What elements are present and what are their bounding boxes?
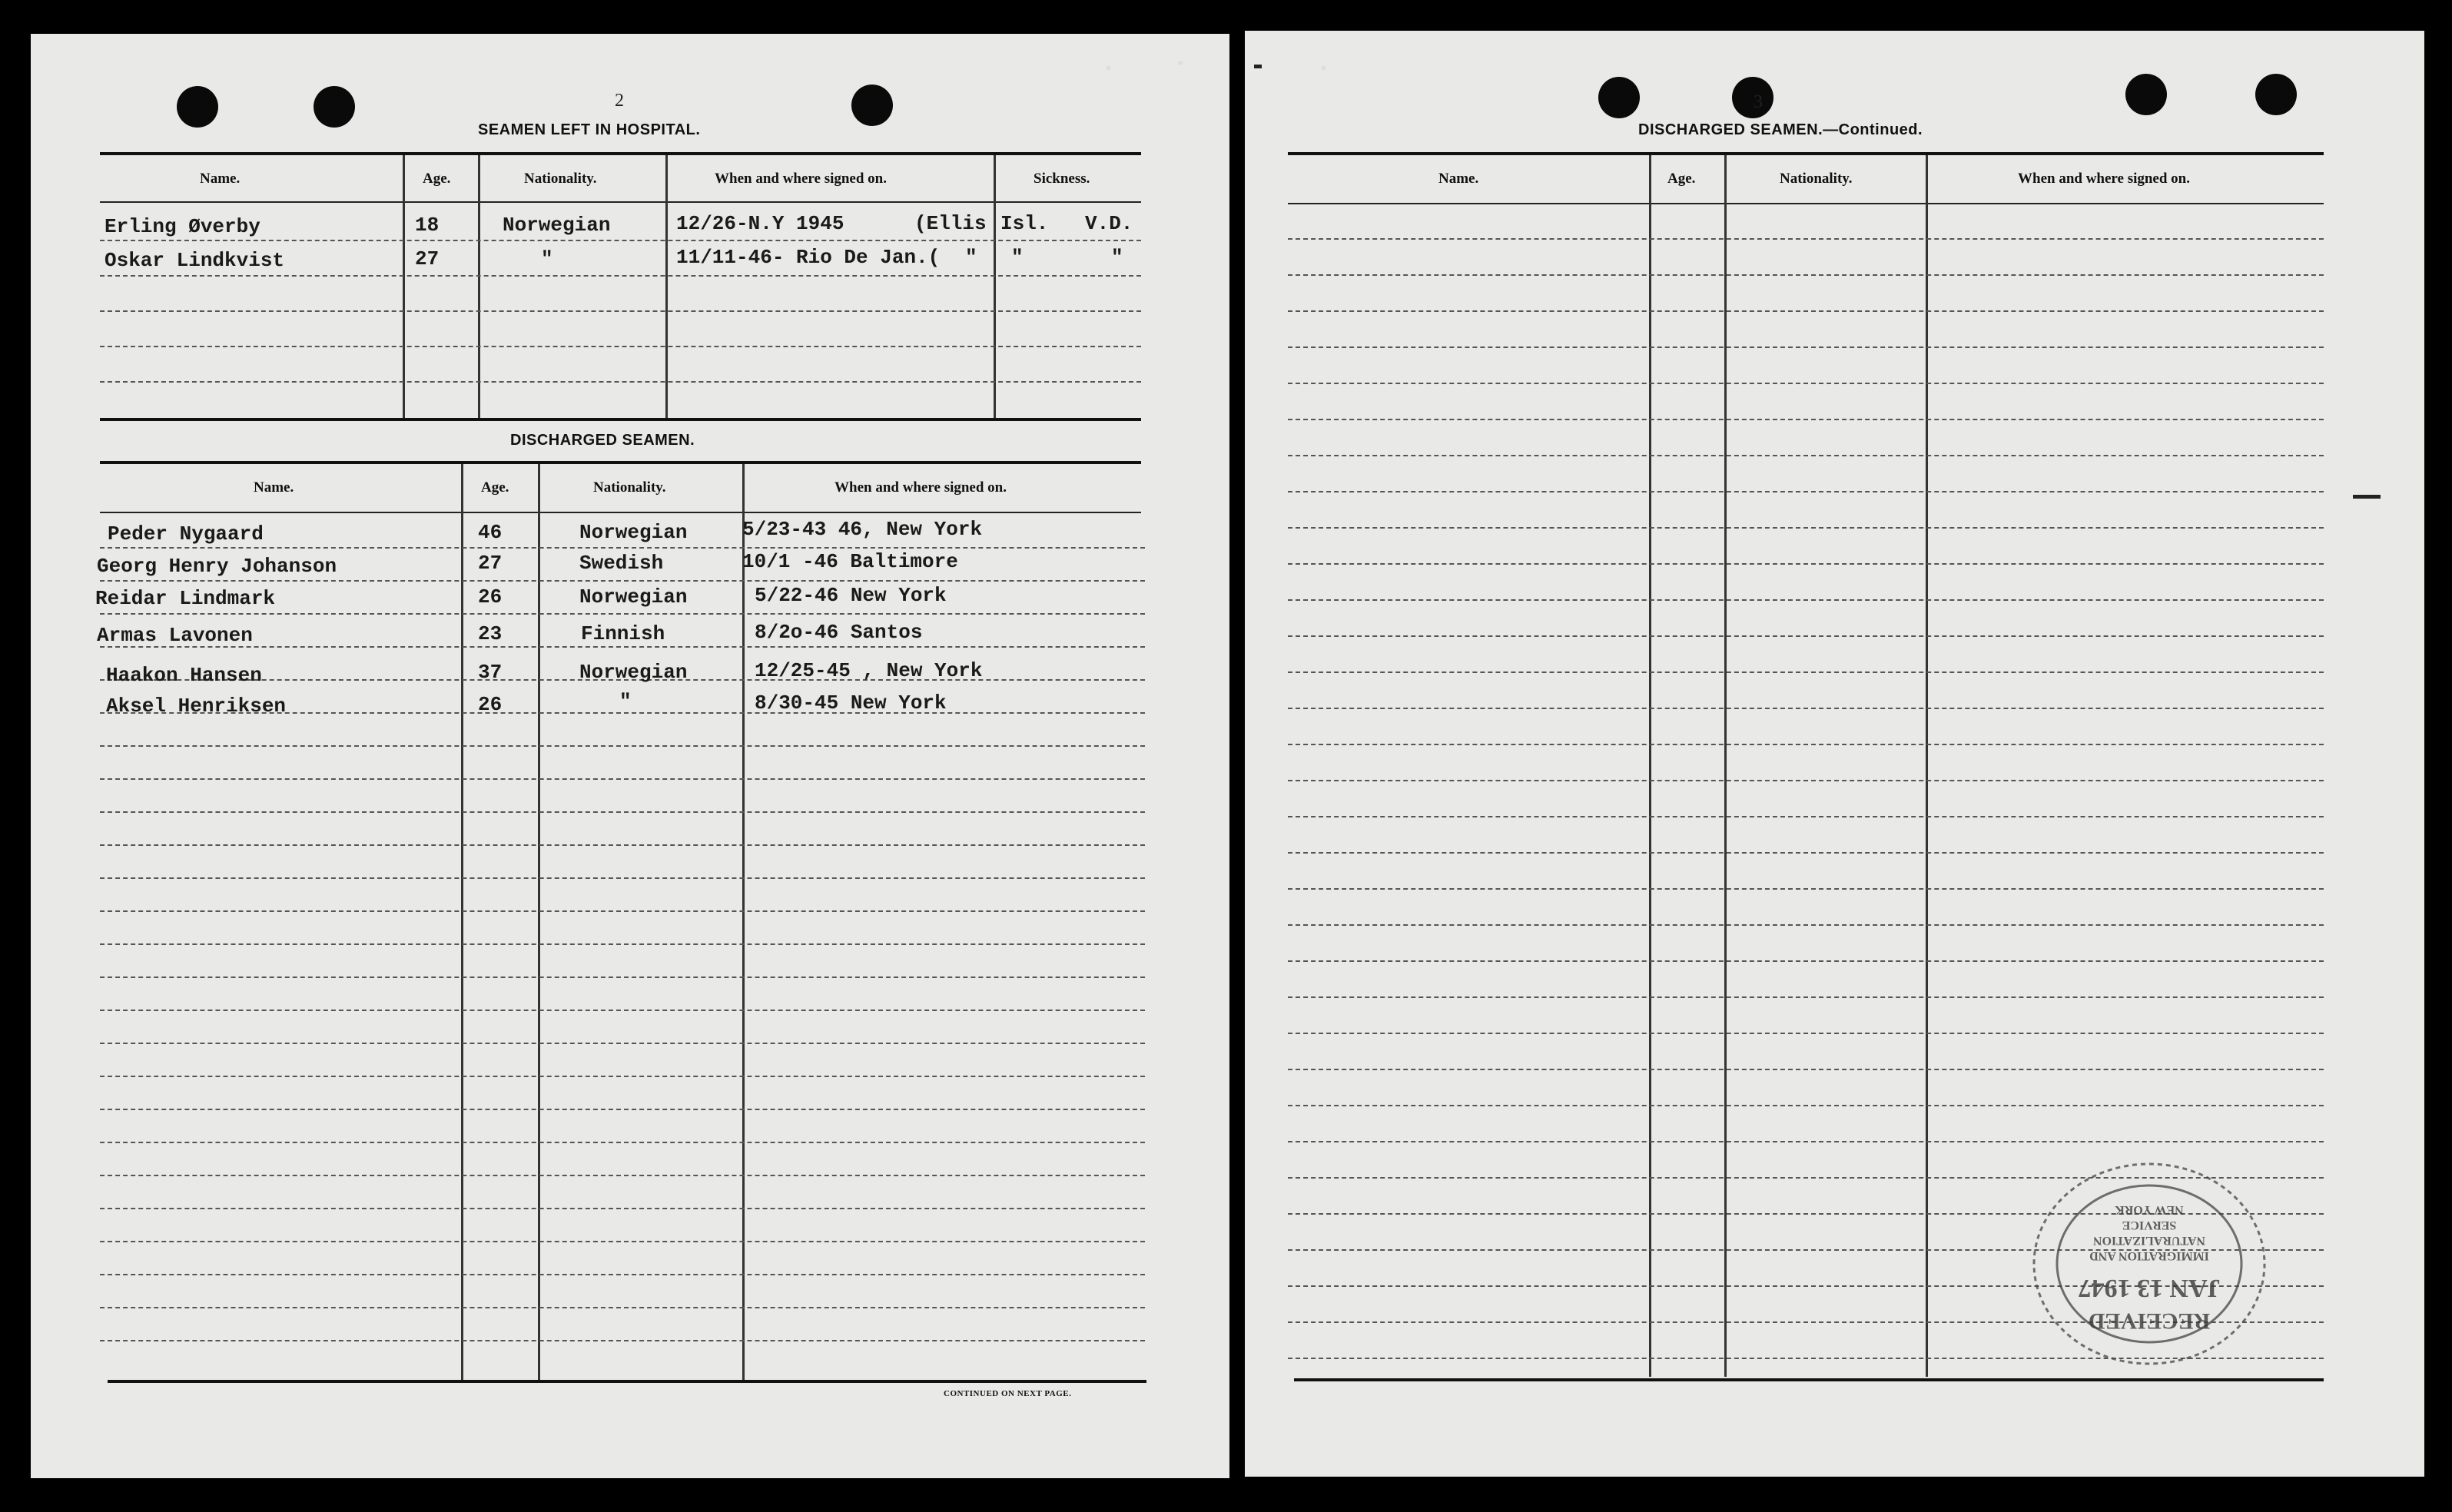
discharged-row-4-signed-on: 8/2o-46 Santos [755, 621, 923, 644]
discharged-row-6-nationality: " [619, 690, 632, 713]
row-line [100, 1307, 1145, 1308]
hospital-row-1-signed-on: 12/26-N.Y 1945 [676, 212, 844, 235]
row-line [100, 580, 1145, 582]
stamp-graphic [2022, 1152, 2276, 1375]
punch-hole [1732, 77, 1773, 118]
row-line [1288, 274, 2324, 276]
row-line [1288, 924, 2324, 926]
row-line [100, 1109, 1145, 1110]
row-line [100, 1274, 1145, 1275]
row-line [1288, 563, 2324, 565]
row-line [100, 346, 1141, 347]
column-header-sickness: Sickness. [1034, 171, 1090, 187]
hospital-row-2-signed-on-extra: " [965, 246, 977, 269]
column-header-name: Name. [200, 171, 241, 187]
punch-hole [1598, 77, 1640, 118]
table-bottom-rule [100, 418, 1141, 421]
header-rule [1288, 203, 2324, 204]
row-line [100, 275, 1141, 277]
row-line [100, 877, 1145, 879]
column-divider [665, 155, 668, 418]
punch-hole [314, 86, 355, 128]
row-line [100, 1010, 1145, 1011]
column-divider [742, 464, 745, 1380]
discharged-row-6-age: 26 [478, 693, 503, 716]
discharged-row-3-age: 26 [478, 585, 503, 608]
discharged-row-2-nationality: Swedish [579, 552, 664, 575]
punch-hole [2125, 74, 2167, 115]
table-top-rule [100, 461, 1141, 464]
row-line [100, 1142, 1145, 1143]
row-line [1288, 1141, 2324, 1142]
row-line [100, 1043, 1145, 1044]
row-line [1288, 383, 2324, 384]
row-line [100, 811, 1145, 813]
column-header-nationality: Nationality. [524, 171, 597, 187]
row-line [1288, 816, 2324, 817]
page-number: 3 [1754, 92, 1763, 112]
row-line [1288, 671, 2324, 673]
row-line [1288, 238, 2324, 240]
section-title-discharged: DISCHARGED SEAMEN. [510, 432, 695, 449]
column-divider [403, 155, 405, 418]
column-header-nationality: Nationality. [1780, 171, 1853, 187]
row-line [100, 1340, 1145, 1341]
discharged-row-5-age: 37 [478, 661, 503, 684]
row-line [100, 613, 1145, 615]
discharged-row-6-signed-on: 8/30-45 New York [755, 691, 947, 715]
section-title-hospital: SEAMEN LEFT IN HOSPITAL. [478, 121, 701, 138]
discharged-row-3-name: Reidar Lindmark [95, 587, 276, 610]
stamp-text-date: JAN 13 1947 [2078, 1274, 2221, 1302]
hospital-row-1-age: 18 [415, 214, 440, 237]
discharged-row-4-name: Armas Lavonen [97, 624, 253, 647]
row-line [1288, 527, 2324, 529]
hospital-row-1-nationality: Norwegian [503, 214, 611, 237]
column-header-signed-on: When and where signed on. [715, 171, 888, 187]
column-header-signed-on: When and where signed on. [2018, 171, 2191, 187]
continued-note: CONTINUED ON NEXT PAGE. [944, 1389, 1072, 1398]
discharged-row-5-signed-on: 12/25-45 , New York [755, 659, 983, 682]
column-header-signed-on: When and where signed on. [834, 479, 1007, 496]
row-line [100, 646, 1145, 648]
hospital-row-1-name: Erling Øverby [105, 215, 260, 238]
table-top-rule [100, 152, 1141, 155]
header-rule [100, 201, 1141, 203]
row-line [100, 1076, 1145, 1077]
column-header-age: Age. [1667, 171, 1696, 187]
discharged-row-1-signed-on: 5/23-43 46, New York [742, 518, 983, 541]
row-line [1288, 310, 2324, 312]
discharged-row-3-nationality: Norwegian [579, 585, 688, 608]
row-line [1288, 780, 2324, 781]
row-line [1288, 346, 2324, 348]
row-line [100, 844, 1145, 846]
stamp-text-line4: NATURALIZATION [2092, 1234, 2206, 1247]
discharged-row-2-age: 27 [478, 552, 503, 575]
column-divider [461, 464, 463, 1380]
stamp-text-line5: SERVICE [2122, 1219, 2177, 1232]
discharged-row-2-name: Georg Henry Johanson [97, 555, 337, 578]
row-line [100, 547, 1145, 549]
column-divider [1649, 155, 1651, 1377]
hospital-row-1-sickness-a: Isl. [1000, 212, 1049, 235]
punch-hole [177, 86, 218, 128]
discharged-row-6-name: Aksel Henriksen [106, 695, 287, 718]
column-divider [1724, 155, 1727, 1377]
discharged-row-5-nationality: Norwegian [579, 661, 688, 684]
column-header-name: Name. [1438, 171, 1479, 187]
hospital-row-1-sickness-b: V.D. [1085, 212, 1133, 235]
punch-hole [851, 85, 893, 126]
column-divider [1926, 155, 1928, 1377]
row-line [1288, 455, 2324, 456]
row-line [1288, 960, 2324, 962]
speck [1254, 65, 1262, 68]
discharged-row-2-signed-on: 10/1 -46 Baltimore [742, 550, 958, 573]
hospital-row-2-name: Oskar Lindkvist [105, 249, 285, 272]
row-line [1288, 1105, 2324, 1106]
column-divider [994, 155, 996, 418]
discharged-row-4-age: 23 [478, 622, 503, 645]
column-header-name: Name. [254, 479, 294, 496]
row-line [1288, 599, 2324, 601]
margin-mark [2353, 495, 2381, 499]
received-stamp [2022, 1152, 2276, 1375]
column-divider [478, 155, 480, 418]
header-rule [100, 512, 1141, 513]
row-line [1288, 1069, 2324, 1070]
row-line [1288, 996, 2324, 998]
column-header-nationality: Nationality. [593, 479, 666, 496]
row-line [100, 910, 1145, 912]
row-line [100, 1208, 1145, 1209]
discharged-row-5-name: Haakon Hansen [106, 664, 262, 687]
stamp-text-line3: IMMIGRATION AND [2089, 1249, 2209, 1262]
row-line [100, 745, 1145, 747]
row-line [100, 976, 1145, 978]
speck [1107, 66, 1110, 70]
row-line [1288, 419, 2324, 420]
page-number: 2 [615, 91, 624, 111]
row-line [1288, 1033, 2324, 1034]
row-line [1288, 708, 2324, 709]
column-header-age: Age. [423, 171, 451, 187]
row-line [100, 381, 1141, 383]
hospital-row-2-nationality: " [541, 247, 553, 270]
hospital-row-2-sickness-a: " [1011, 246, 1024, 269]
discharged-row-4-nationality: Finnish [581, 622, 665, 645]
punch-hole [2255, 74, 2297, 115]
column-divider [538, 464, 540, 1380]
table-top-rule [1288, 152, 2324, 155]
hospital-row-2-signed-on: 11/11-46- Rio De Jan.( [676, 246, 941, 269]
speck [1178, 61, 1183, 65]
discharged-row-1-age: 46 [478, 521, 503, 544]
stamp-text-received: RECEIVED [2088, 1308, 2211, 1334]
hospital-row-2-sickness-b: " [1111, 246, 1123, 269]
stamp-text-line6: NEW YORK [2115, 1203, 2184, 1216]
row-line [1288, 635, 2324, 637]
row-line [100, 943, 1145, 945]
speck [1322, 66, 1326, 70]
discharged-row-1-nationality: Norwegian [579, 521, 688, 544]
hospital-row-2-age: 27 [415, 247, 440, 270]
row-line [100, 778, 1145, 780]
table-bottom-rule [108, 1380, 1146, 1383]
hospital-row-1-signed-on-extra: (Ellis [914, 212, 987, 235]
row-line [1288, 744, 2324, 745]
column-header-age: Age. [481, 479, 509, 496]
discharged-row-3-signed-on: 5/22-46 New York [755, 584, 947, 607]
table-bottom-rule [1294, 1378, 2324, 1381]
row-line [1288, 491, 2324, 492]
row-line [100, 1175, 1145, 1176]
row-line [100, 240, 1141, 241]
row-line [1288, 888, 2324, 890]
discharged-row-1-name: Peder Nygaard [108, 522, 264, 545]
section-title-discharged-continued: DISCHARGED SEAMEN.—Continued. [1638, 121, 1923, 138]
row-line [100, 310, 1141, 312]
row-line [100, 1241, 1145, 1242]
row-line [1288, 852, 2324, 854]
